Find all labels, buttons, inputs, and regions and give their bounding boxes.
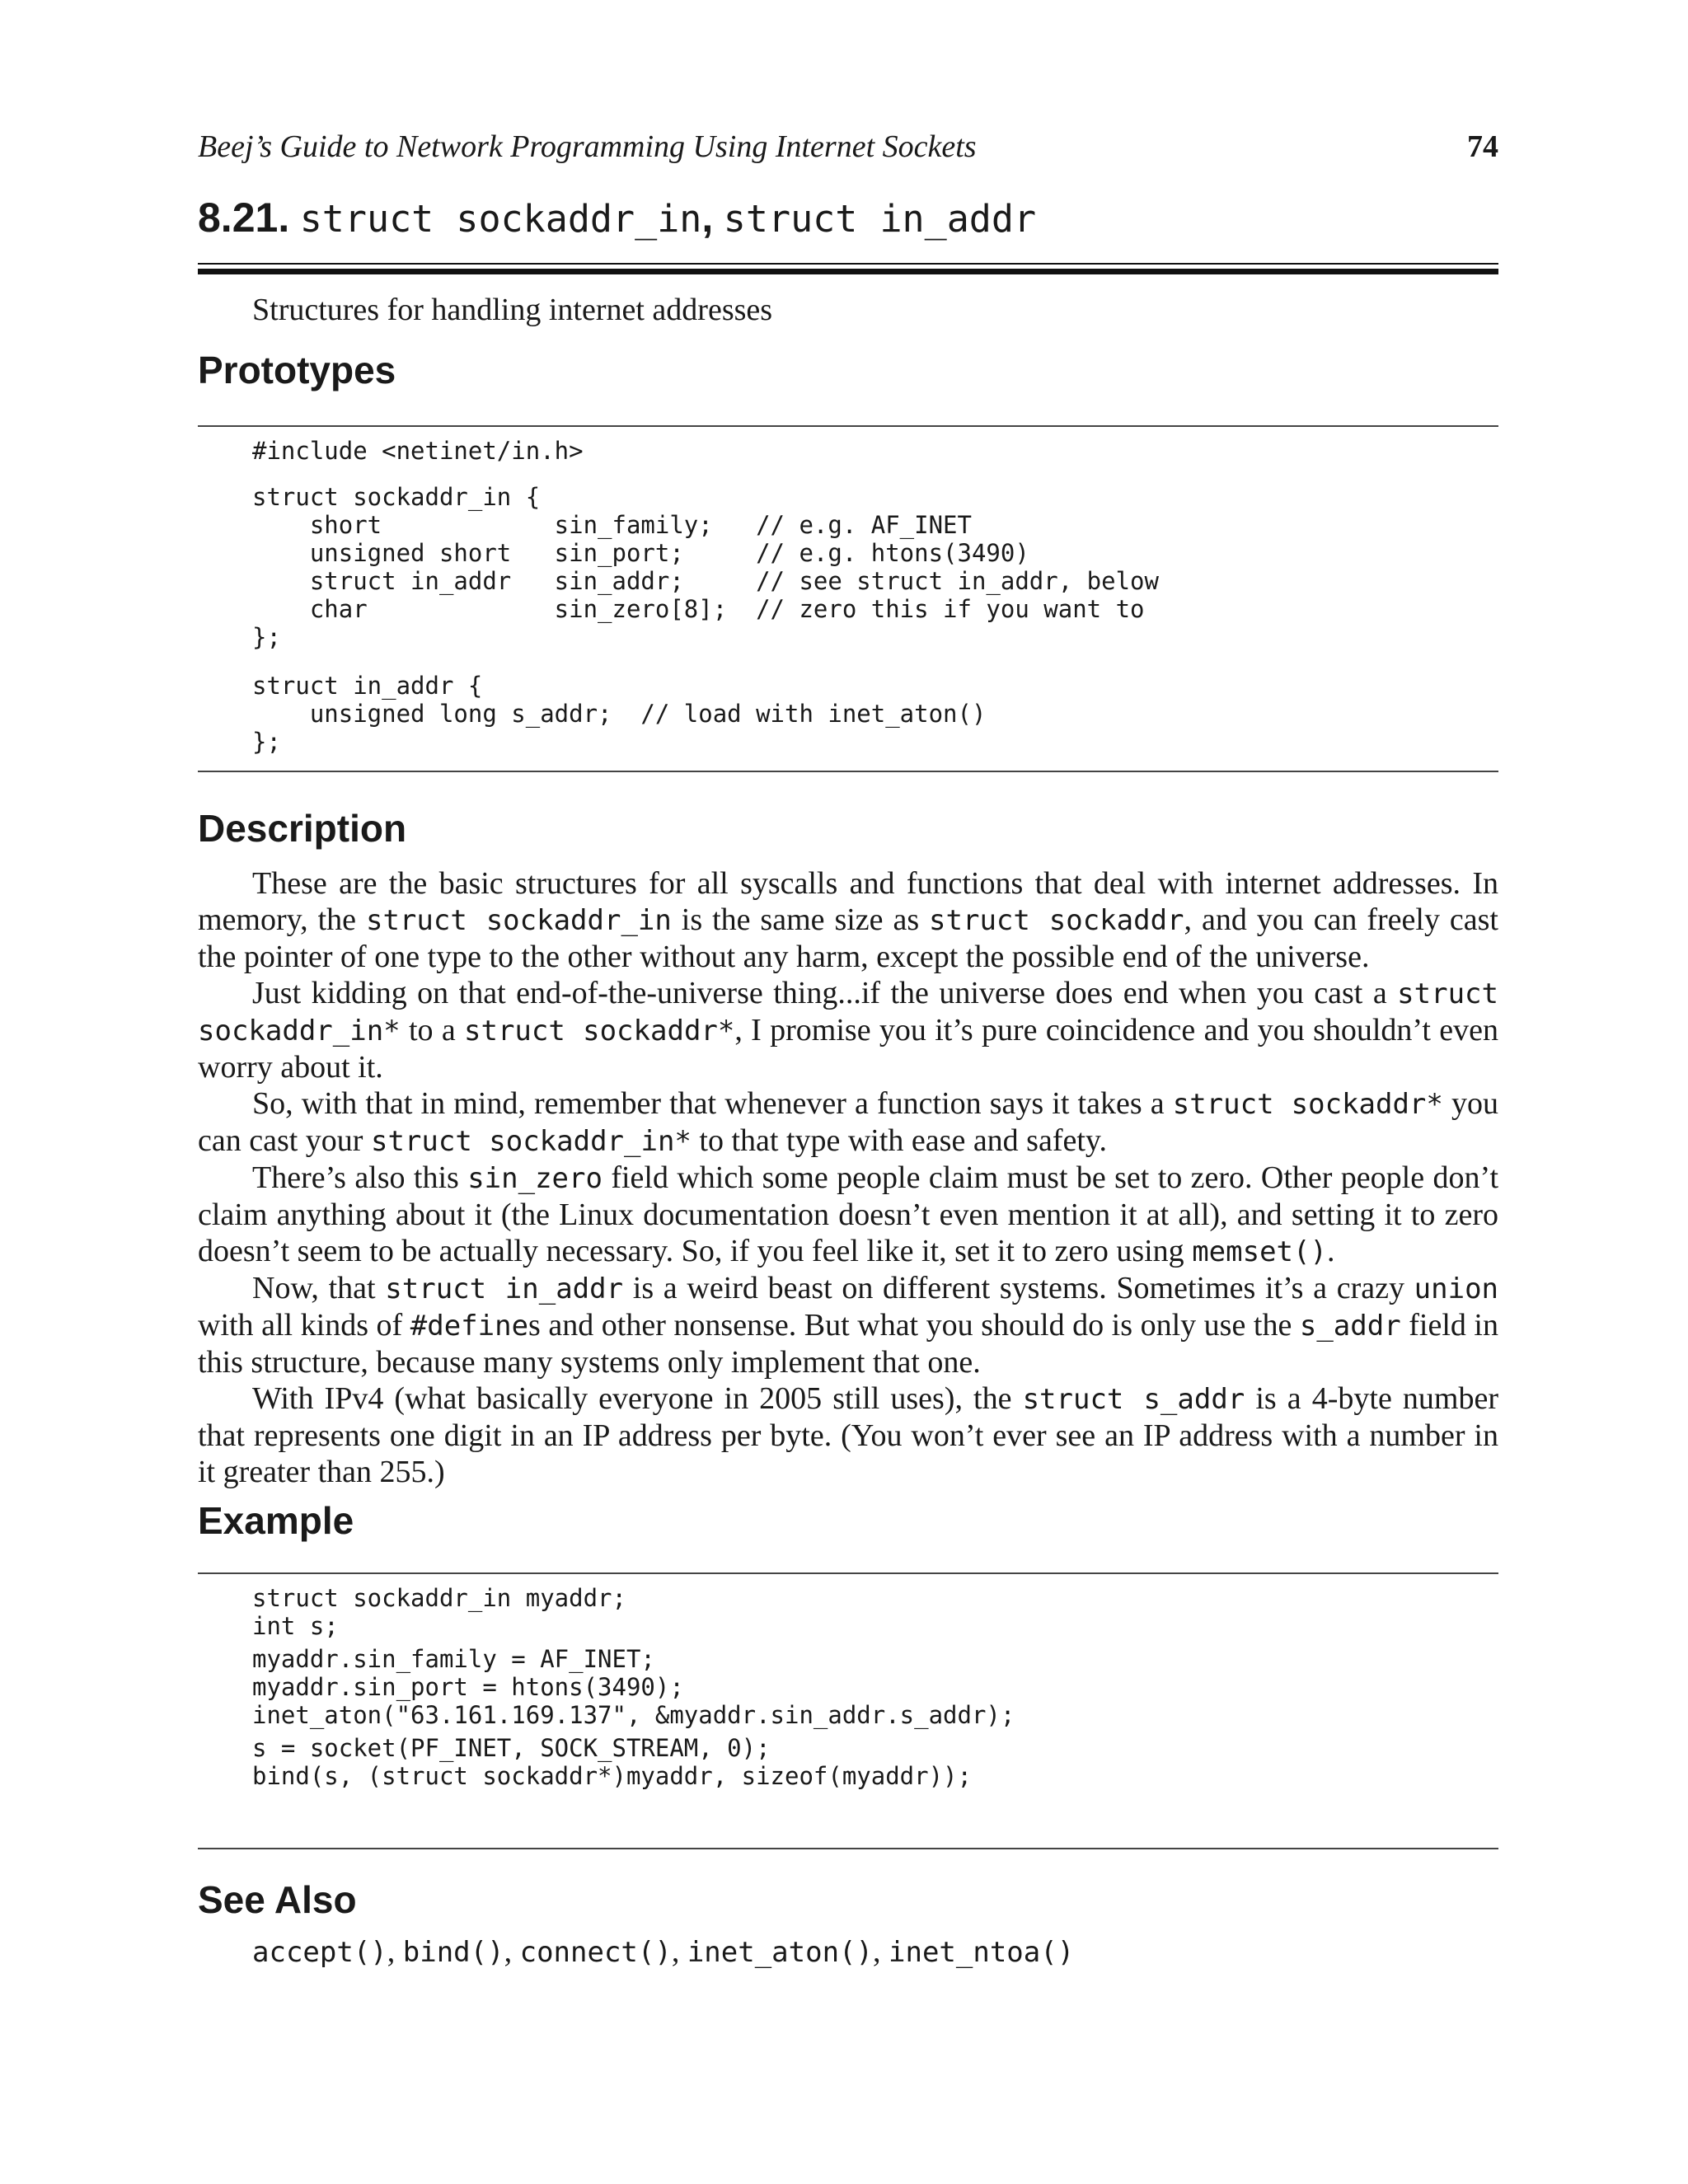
section-title: [198, 193, 1498, 244]
title-rule-thick: [198, 269, 1498, 274]
inline-code: struct s_addr: [1022, 1383, 1245, 1416]
text-run: , I promise you it’s pure coincidence and you shouldn’t even worry about it.: [198, 1013, 1498, 1085]
text-run: is the same size as: [671, 902, 930, 937]
description-paragraph-4: [198, 1160, 1498, 1270]
text-run: you can cast your: [198, 1086, 1498, 1158]
prototypes-code-in-addr: struct in_addr { unsigned long s_addr; // load with inet_aton() };: [252, 672, 987, 756]
section-number: 8.21.: [198, 194, 290, 241]
inline-code: struct sockaddr*: [1172, 1088, 1443, 1121]
text-run: is a weird beast on different systems. Sometimes it’s a crazy: [623, 1271, 1414, 1305]
example-code-declarations: struct sockaddr_in myaddr; int s;: [252, 1584, 626, 1640]
description-paragraph-2: [198, 975, 1498, 1085]
text-run: These are the basic structures for all syscalls and functions that deal with internet addresses. In memory, the: [198, 866, 1498, 937]
see-also-separator: ,: [504, 1934, 520, 1969]
see-also-list: [252, 1933, 1074, 1970]
page-number: 74: [1467, 129, 1498, 164]
text-run: .: [1326, 1234, 1335, 1268]
inline-code: memset(): [1192, 1235, 1327, 1268]
section-title-code-2: struct in_addr: [723, 197, 1037, 241]
inline-code: struct in_addr: [385, 1272, 624, 1305]
prototypes-top-rule: [198, 425, 1498, 427]
example-heading: Example: [198, 1499, 354, 1542]
see-also-connect: connect(): [519, 1936, 672, 1969]
running-header: [198, 129, 1498, 175]
running-title: Beej’s Guide to Network Programming Using Internet Sockets: [198, 129, 977, 164]
see-also-separator: ,: [873, 1934, 889, 1969]
inline-code: #define: [410, 1310, 529, 1343]
example-bottom-rule: [198, 1848, 1498, 1849]
description-paragraph-5: [198, 1270, 1498, 1380]
description-body: [198, 865, 1498, 1490]
section-title-separator: ,: [701, 194, 714, 241]
prototypes-code-include: #include <netinet/in.h>: [252, 437, 584, 465]
example-code-setup: myaddr.sin_family = AF_INET; myaddr.sin_port = htons(3490); inet_aton("63.161.169.137", &myaddr.sin_addr.s_addr);: [252, 1645, 1015, 1729]
see-also-separator: ,: [671, 1934, 687, 1969]
text-run: So, with that in mind, remember that whenever a function says it takes a: [252, 1086, 1173, 1121]
section-summary: Structures for handling internet addresses: [252, 293, 773, 327]
section-title-code-1: struct sockaddr_in: [299, 197, 702, 241]
prototypes-bottom-rule: [198, 771, 1498, 772]
inline-code: struct sockaddr*: [464, 1015, 735, 1047]
text-run: to that type with ease and safety.: [691, 1123, 1107, 1158]
text-run: field which some people claim must be set to zero. Other people don’t claim anything about it (the Linux documentation doesn’t even mention it at all), and setting it to zero doesn’t seem to be actually necessary. So, if you feel like it, set it to zero using: [198, 1160, 1498, 1268]
see-also-separator: ,: [387, 1934, 403, 1969]
text-run: Just kidding on that end-of-the-universe thing...if the universe does end when you cast a: [252, 976, 1398, 1010]
example-code-bind: s = socket(PF_INET, SOCK_STREAM, 0); bind(s, (struct sockaddr*)myaddr, sizeof(myaddr));: [252, 1734, 972, 1790]
inline-code: sin_zero: [467, 1162, 603, 1195]
text-run: s and other nonsense. But what you should do is only use the: [528, 1308, 1300, 1343]
text-run: with all kinds of: [198, 1308, 410, 1343]
see-also-accept: accept(): [252, 1936, 387, 1969]
description-paragraph-6: [198, 1380, 1498, 1490]
description-heading: Description: [198, 807, 407, 850]
title-rule-thin: [198, 263, 1498, 265]
description-paragraph-1: [198, 865, 1498, 975]
text-run: There’s also this: [252, 1160, 468, 1195]
see-also-inet-ntoa: inet_ntoa(): [889, 1936, 1075, 1969]
text-run: Now, that: [252, 1271, 386, 1305]
text-run: , and you can freely cast the pointer of one type to the other without any harm, except the possible end of the universe.: [198, 902, 1498, 974]
inline-code: struct sockaddr: [929, 904, 1184, 937]
inline-code: struct sockaddr_in*: [370, 1125, 692, 1158]
text-run: to a: [400, 1013, 465, 1047]
inline-code: union: [1414, 1272, 1499, 1305]
prototypes-code-sockaddr-in: struct sockaddr_in { short sin_family; // e.g. AF_INET unsigned short sin_port; // e.g. htons(3490) struct in_addr sin_addr; // see struct in_addr, below char sin_zero[8]; // zero this if you want to };: [252, 483, 1159, 651]
see-also-inet-aton: inet_aton(): [687, 1936, 873, 1969]
inline-code: struct sockaddr_in: [365, 904, 672, 937]
inline-code: struct sockaddr_in*: [198, 977, 1498, 1047]
inline-code: s_addr: [1299, 1310, 1401, 1343]
prototypes-heading: Prototypes: [198, 349, 396, 391]
text-run: field in this structure, because many systems only implement that one.: [198, 1308, 1498, 1380]
see-also-heading: See Also: [198, 1878, 357, 1921]
see-also-bind: bind(): [402, 1936, 504, 1969]
text-run: is a 4-byte number that represents one digit in an IP address per byte. (You won’t ever see an IP address with a number in it greater than 255.): [198, 1381, 1499, 1489]
description-paragraph-3: [198, 1085, 1498, 1160]
example-top-rule: [198, 1572, 1498, 1574]
text-run: With IPv4 (what basically everyone in 2005 still uses), the: [252, 1381, 1023, 1416]
